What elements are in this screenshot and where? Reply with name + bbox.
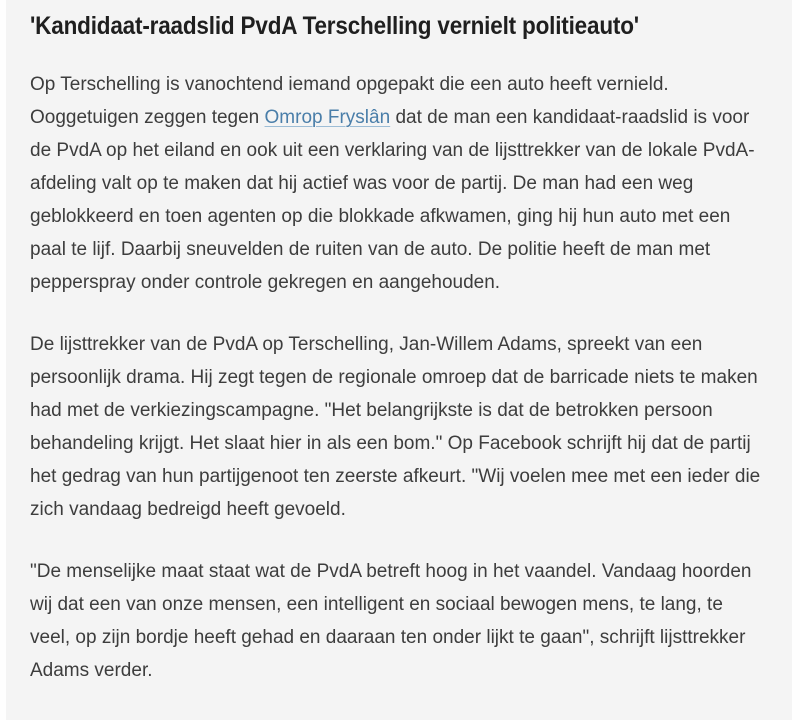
paragraph-1-text-after-link: dat de man een kandidaat-raadslid is voor de PvdA op het eiland en ook uit een verklaring van de lijsttrekker van de lokale PvdA-afdeling valt op te maken dat hij actief was voor de partij. De man had een weg geblokkeerd en toen agenten op die blokkade afkwamen, ging hij hun auto met een paal te lijf. Daarbij sneuvelden de ruiten van de auto. De politie heeft de man met pepperspray onder controle gekregen en aangehouden.: [30, 107, 755, 293]
article-panel: [6, 0, 792, 720]
article-paragraph-1: [30, 68, 768, 299]
omrop-fryslan-link[interactable]: Omrop Fryslân: [264, 107, 391, 128]
article-title: 'Kandidaat-raadslid PvdA Terschelling vernielt politieauto': [30, 12, 639, 40]
paragraph-1-text-before-link: Op Terschelling is vanochtend iemand opgepakt die een auto heeft vernield. Ooggetuigen zeggen tegen: [30, 74, 669, 128]
article-paragraph-3: "De menselijke maat staat wat de PvdA betreft hoog in het vaandel. Vandaag hoorden wij dat een van onze mensen, een intelligent en sociaal bewogen mens, te lang, te veel, op zijn bordje heeft gehad en daaraan ten onder lijkt te gaan", schrijft lijsttrekker Adams verder.: [30, 561, 752, 681]
article-paragraph-2: De lijsttrekker van de PvdA op Terschelling, Jan-Willem Adams, spreekt van een persoonlijk drama. Hij zegt tegen de regionale omroep dat de barricade niets te maken had met de verkiezingscampagne. "Het belangrijkste is dat de betrokken persoon behandeling krijgt. Het slaat hier in als een bom." Op Facebook schrijft hij dat de partij het gedrag van hun partijgenoot ten zeerste afkeurt. "Wij voelen mee met een ieder die zich vandaag bedreigd heeft gevoeld.: [30, 334, 761, 520]
